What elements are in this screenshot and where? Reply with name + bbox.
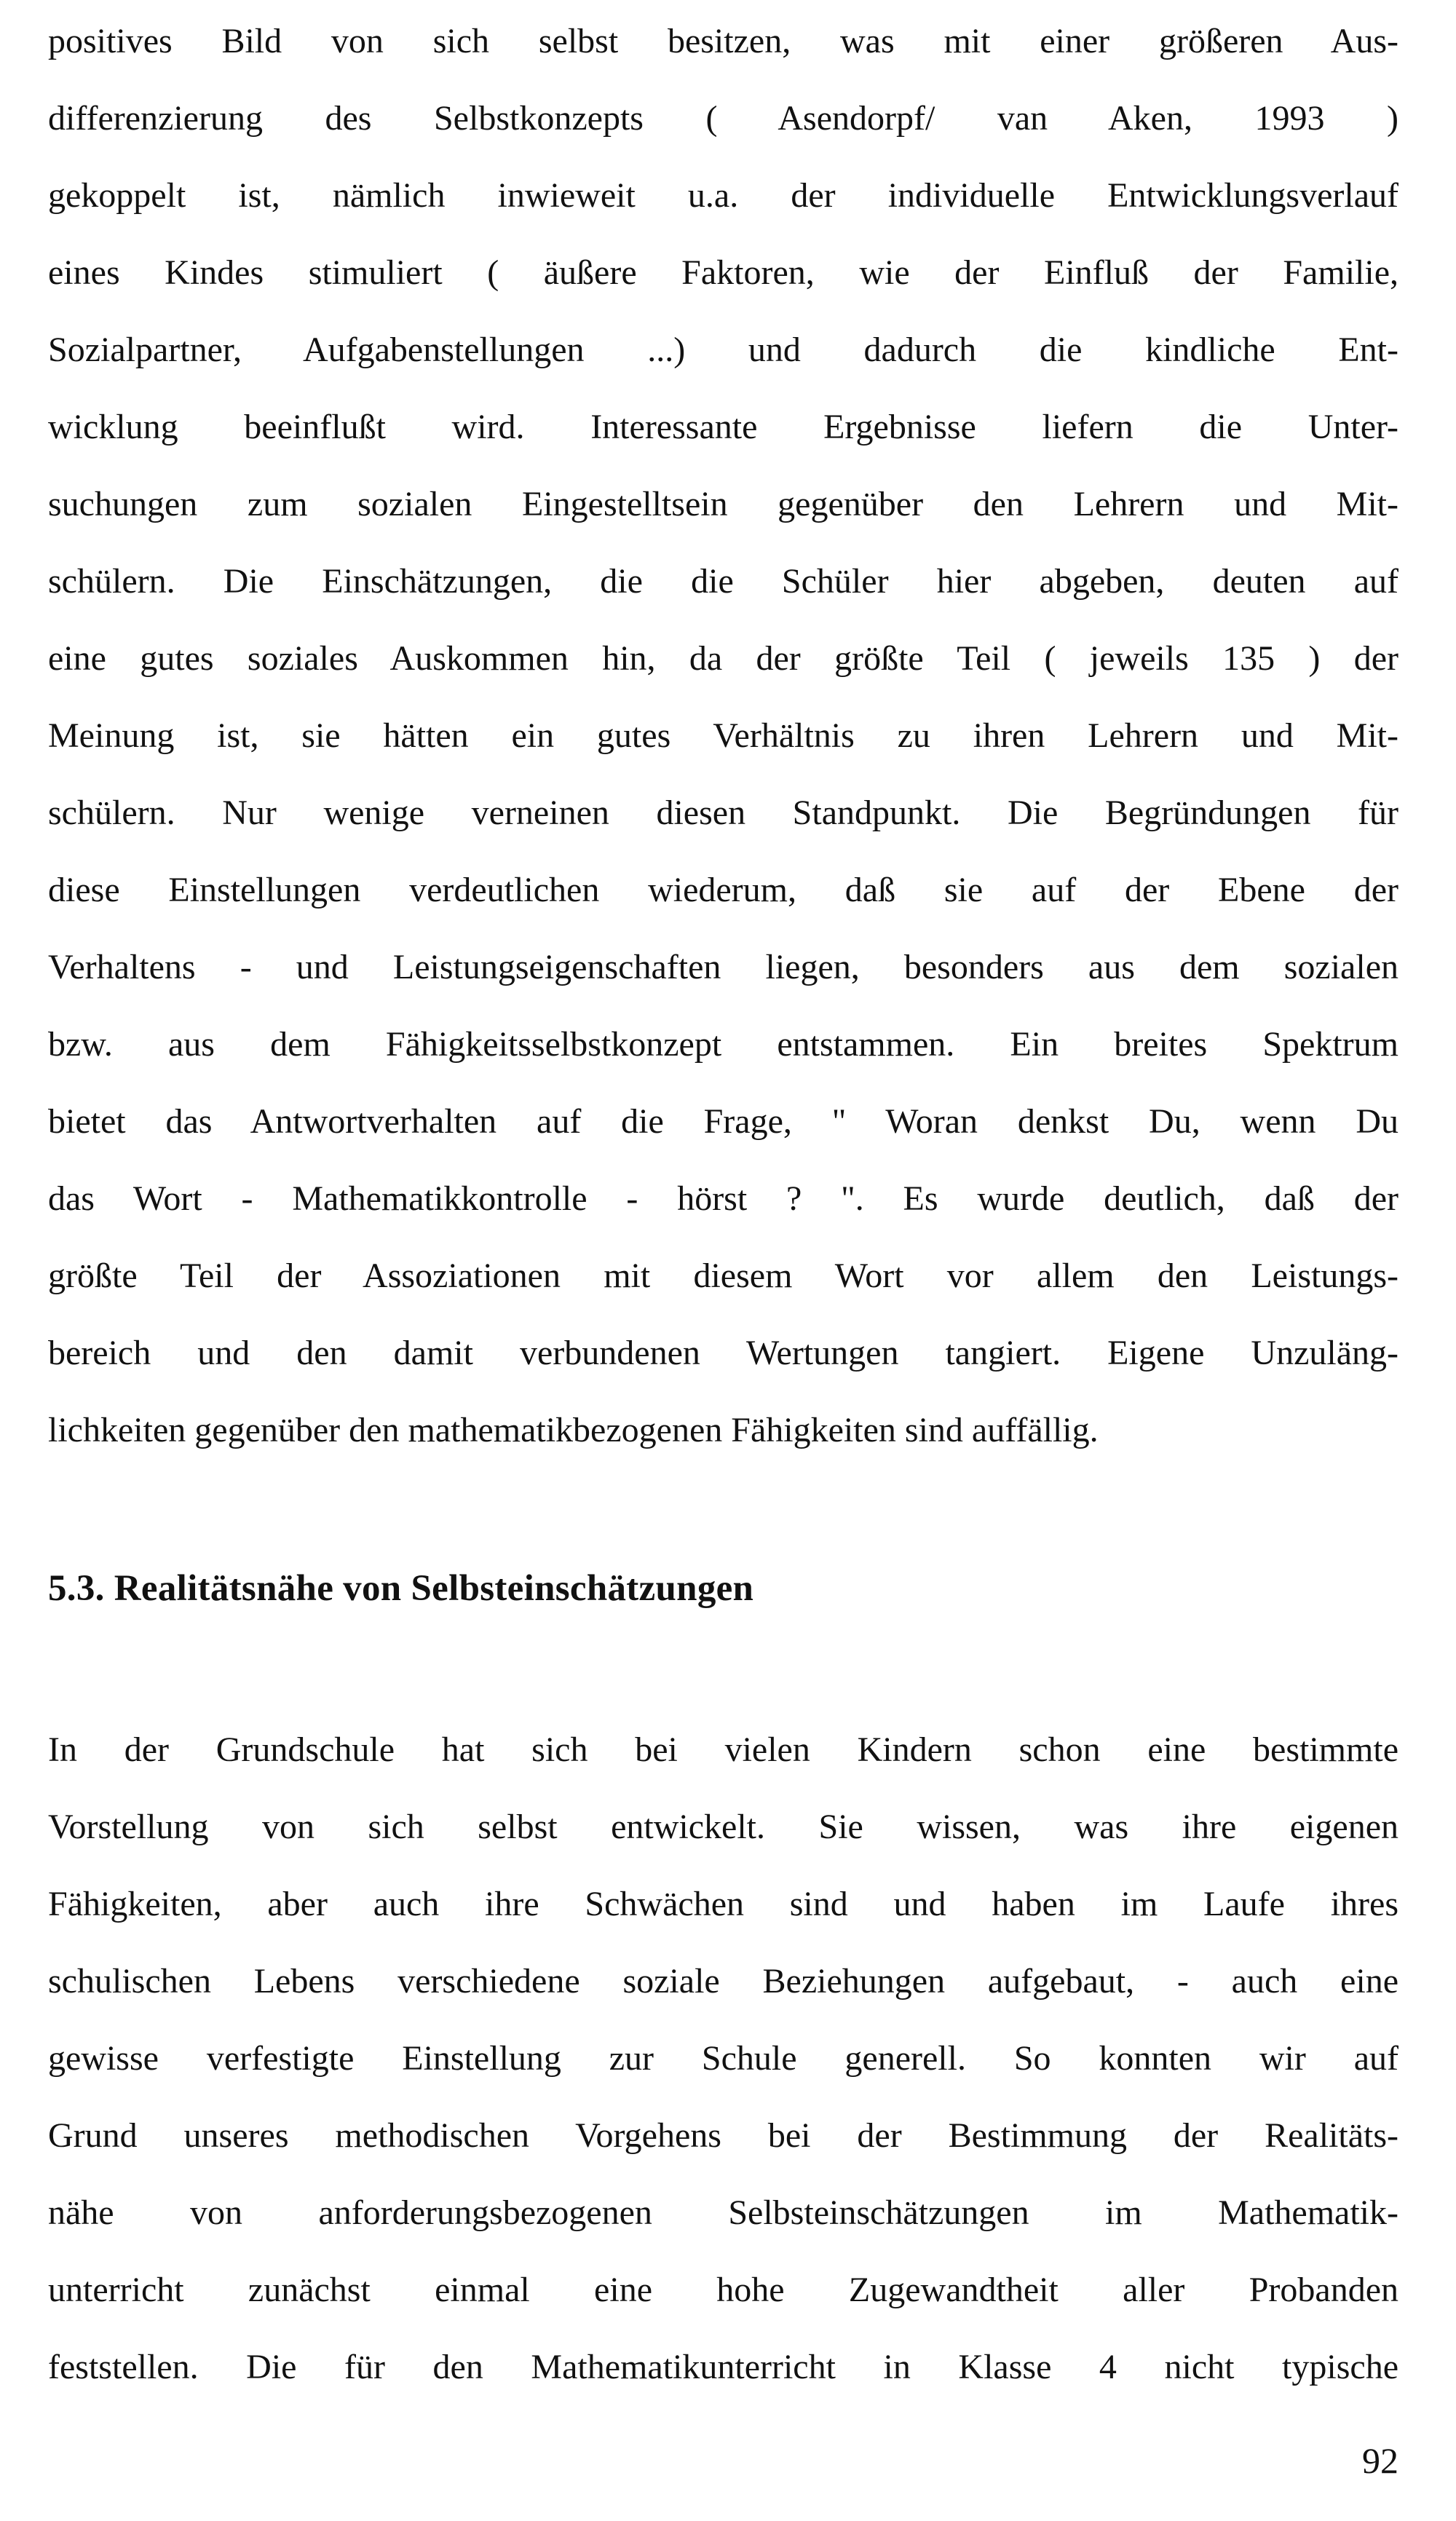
text-line: Meinung ist, sie hätten ein gutes Verhältnis zu ihren Lehrern und Mit-: [48, 716, 1398, 755]
text-line: das Wort - Mathematikkontrolle - hörst ? ". Es wurde deutlich, daß der: [48, 1179, 1398, 1218]
text-line: gewisse verfestigte Einstellung zur Schule generell. So konnten wir auf: [48, 2039, 1398, 2078]
text-line: bietet das Antwortverhalten auf die Frage, " Woran denkst Du, wenn Du: [48, 1102, 1398, 1141]
text-line: Sozialpartner, Aufgabenstellungen ...) und dadurch die kindliche Ent-: [48, 331, 1398, 369]
text-line: Verhaltens - und Leistungseigenschaften liegen, besonders aus dem sozialen: [48, 948, 1398, 986]
text-line: unterricht zunächst einmal eine hohe Zugewandtheit aller Probanden: [48, 2271, 1398, 2309]
text-line: größte Teil der Assoziationen mit diesem Wort vor allem den Leistungs-: [48, 1256, 1398, 1295]
text-line: positives Bild von sich selbst besitzen, was mit einer größeren Aus-: [48, 22, 1398, 60]
text-line: schulischen Lebens verschiedene soziale Beziehungen aufgebaut, - auch eine: [48, 1962, 1398, 2000]
text-line: gekoppelt ist, nämlich inwieweit u.a. der individuelle Entwicklungsverlauf: [48, 176, 1398, 215]
body-paragraph-2: [48, 1711, 1398, 2406]
text-line: eine gutes soziales Auskommen hin, da der größte Teil ( jeweils 135 ) der: [48, 639, 1398, 678]
text-line: bereich und den damit verbundenen Wertungen tangiert. Eigene Unzuläng-: [48, 1334, 1398, 1372]
section-heading: 5.3. Realitätsnähe von Selbsteinschätzungen: [48, 1568, 754, 1609]
text-line: suchungen zum sozialen Eingestelltsein gegenüber den Lehrern und Mit-: [48, 485, 1398, 523]
text-line: Vorstellung von sich selbst entwickelt. Sie wissen, was ihre eigenen: [48, 1808, 1398, 1846]
text-line: Fähigkeiten, aber auch ihre Schwächen sind und haben im Laufe ihres: [48, 1885, 1398, 1923]
body-paragraph-1: [48, 3, 1398, 1469]
text-line: eines Kindes stimuliert ( äußere Faktoren, wie der Einfluß der Familie,: [48, 253, 1398, 292]
text-line: bzw. aus dem Fähigkeitsselbstkonzept entstammen. Ein breites Spektrum: [48, 1025, 1398, 1064]
text-line: differenzierung des Selbstkonzepts ( Asendorpf/ van Aken, 1993 ): [48, 99, 1398, 138]
text-line: nähe von anforderungsbezogenen Selbsteinschätzungen im Mathematik-: [48, 2193, 1398, 2232]
text-line: lichkeiten gegenüber den mathematikbezogenen Fähigkeiten sind auffällig.: [48, 1411, 1099, 1449]
page-number: 92: [1362, 2440, 1398, 2481]
text-line: Grund unseres methodischen Vorgehens bei der Bestimmung der Realitäts-: [48, 2116, 1398, 2155]
text-line: In der Grundschule hat sich bei vielen Kindern schon eine bestimmte: [48, 1730, 1398, 1769]
text-line: diese Einstellungen verdeutlichen wiederum, daß sie auf der Ebene der: [48, 871, 1398, 909]
text-line: wicklung beeinflußt wird. Interessante Ergebnisse liefern die Unter-: [48, 408, 1398, 446]
text-line: schülern. Nur wenige verneinen diesen Standpunkt. Die Begründungen für: [48, 793, 1398, 832]
text-line: schülern. Die Einschätzungen, die die Schüler hier abgeben, deuten auf: [48, 562, 1398, 601]
text-line: feststellen. Die für den Mathematikunterricht in Klasse 4 nicht typische: [48, 2348, 1398, 2386]
